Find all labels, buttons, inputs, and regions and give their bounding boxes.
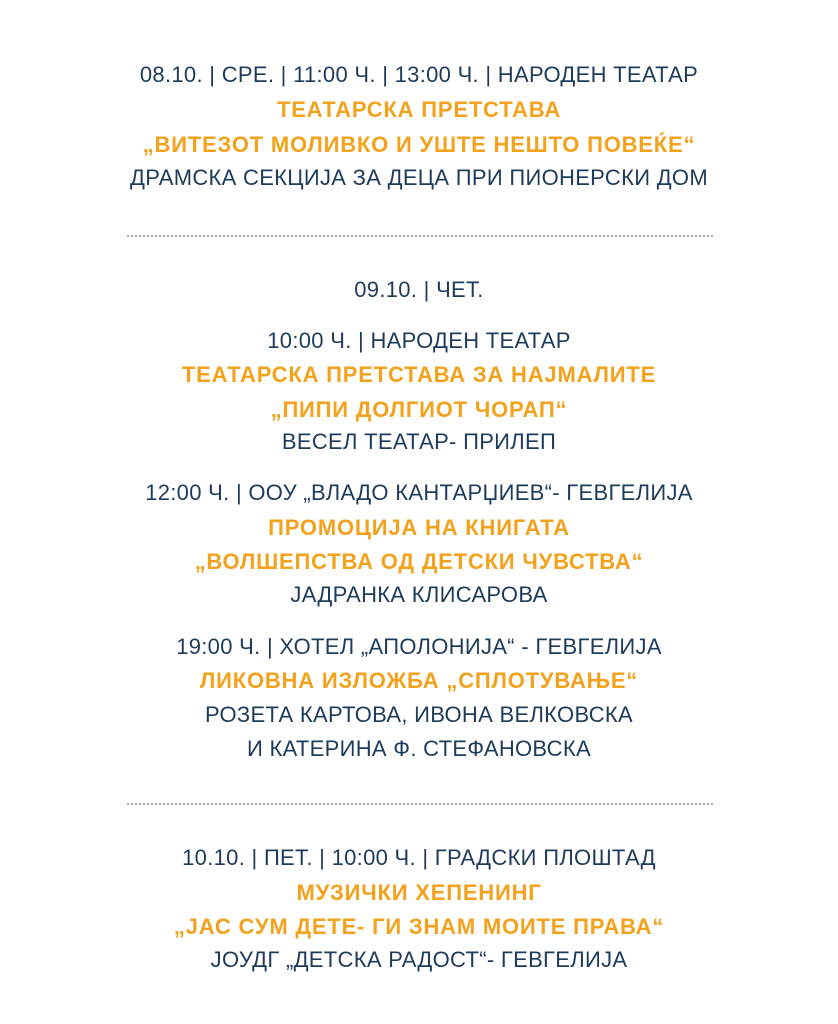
divider-2 (127, 803, 713, 805)
day2-item3-title: ЛИКОВНА ИЗЛОЖБА „СПЛОТУВАЊЕ“ (199, 668, 639, 693)
event1-title: ТЕАТАРСКА ПРЕТСТАВА (276, 97, 562, 122)
day2-item1-subtitle: „ПИПИ ДОЛГИОТ ЧОРАП“ (270, 397, 568, 422)
day3-header: 10.10. | ПЕТ. | 10:00 Ч. | ГРАДСКИ ПЛОШТАД (182, 845, 656, 870)
event1-subtitle: „ВИТЕЗОТ МОЛИВКО И УШТЕ НЕШТО ПОВЕЌЕ“ (142, 132, 696, 157)
day2-item3-performer-line2: И КАТЕРИНА Ф. СТЕФАНОВСКА (247, 736, 591, 761)
day2-date: 09.10. | ЧЕТ. (354, 277, 484, 302)
day2-item3-header: 19:00 Ч. | ХОТЕЛ „АПОЛОНИЈА“ - ГЕВГЕЛИЈА (176, 634, 662, 659)
event1-header: 08.10. | СРЕ. | 11:00 Ч. | 13:00 Ч. | НАРОДЕН ТЕАТАР (139, 62, 699, 87)
day2-item2-title: ПРОМОЦИЈА НА КНИГАТА (268, 515, 570, 540)
day2-item2-subtitle: „ВОЛШЕПСТВА ОД ДЕТСКИ ЧУВСТВА“ (194, 549, 644, 574)
day2-item1-title: ТЕАТАРСКА ПРЕТСТАВА ЗА НАЈМАЛИТЕ (181, 362, 657, 387)
day3-performer: ЈОУДГ „ДЕТСКА РАДОСТ“- ГЕВГЕЛИЈА (210, 947, 628, 972)
day2-item2-header: 12:00 Ч. | ООУ „ВЛАДО КАНТАРЏИЕВ“- ГЕВГЕЛИЈА (145, 480, 693, 505)
day2-item1-header: 10:00 Ч. | НАРОДЕН ТЕАТАР (267, 328, 571, 353)
day2-item1-performer: ВЕСЕЛ ТЕАТАР- ПРИЛЕП (281, 429, 557, 454)
day2-item2-performer: ЈАДРАНКА КЛИСАРОВА (290, 582, 548, 607)
day2-item3-performer: РОЗЕТА КАРТОВА, ИВОНА ВЕЛКОВСКА (205, 702, 633, 727)
event1-performer: ДРАМСКА СЕКЦИЈА ЗА ДЕЦА ПРИ ПИОНЕРСКИ ДОМ (130, 165, 708, 190)
day3-subtitle: „ЈАС СУМ ДЕТЕ- ГИ ЗНАМ МОИТЕ ПРАВА“ (173, 914, 665, 939)
day3-title: МУЗИЧКИ ХЕПЕНИНГ (296, 880, 542, 905)
divider-1 (127, 235, 713, 237)
